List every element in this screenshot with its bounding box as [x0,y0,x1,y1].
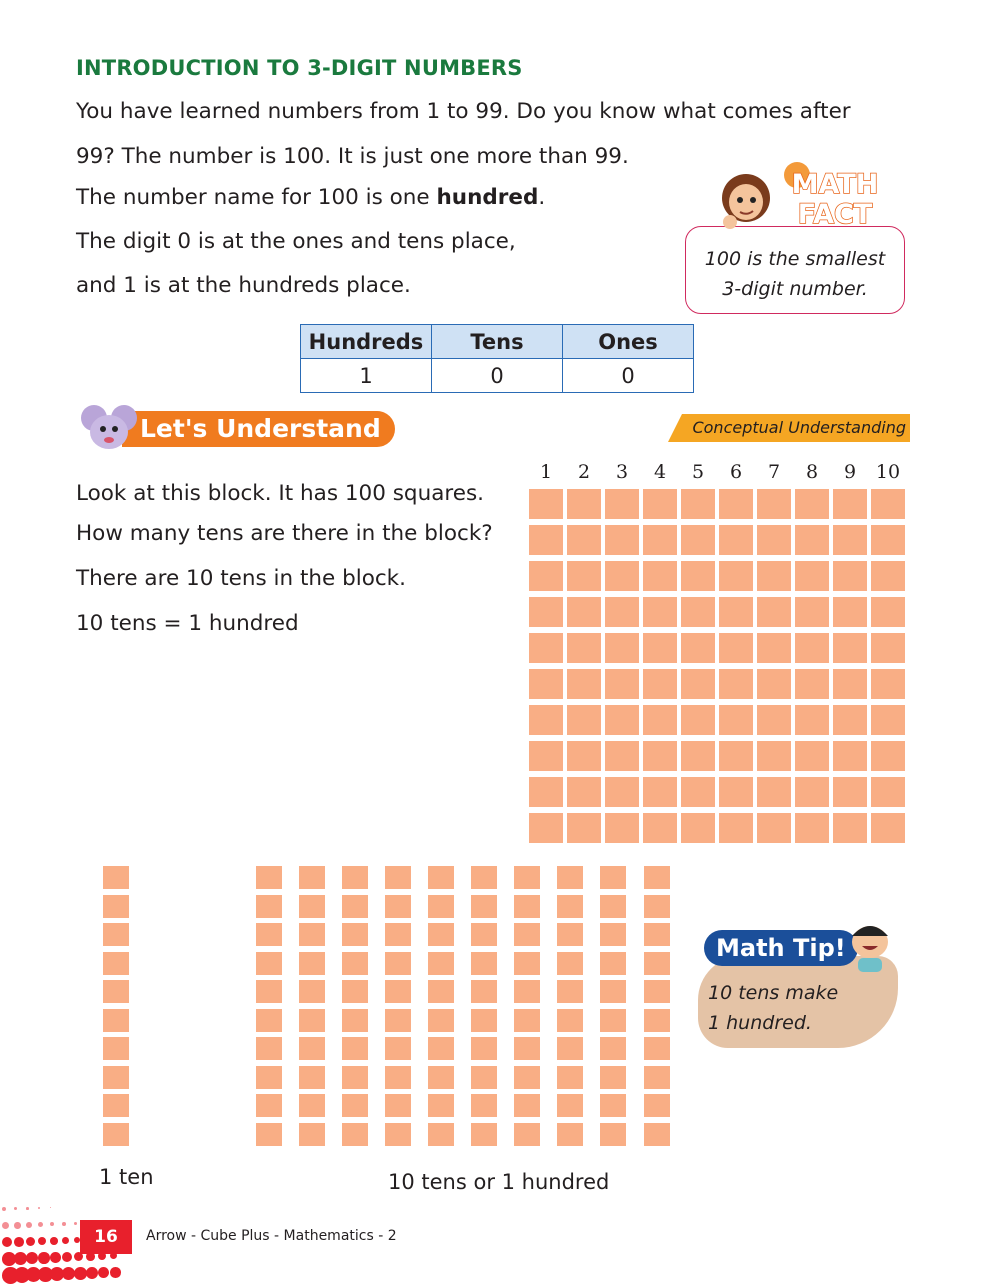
decorative-dot [26,1207,29,1210]
grid-square [529,525,563,555]
grid-square [719,633,753,663]
ten-rod-square [557,980,583,1003]
ten-rod-square [299,895,325,918]
grid-square [833,705,867,735]
decorative-dot [14,1237,24,1247]
decorative-dot [62,1222,66,1226]
grid-square [529,777,563,807]
grid-square [795,669,829,699]
ten-rod-square [514,1009,540,1032]
table-header-ones: Ones [563,325,694,359]
lets-understand-banner: Let's Understand [122,411,395,447]
block-text-line-4: 10 tens = 1 hundred [76,611,299,636]
ten-rod-square [256,866,282,889]
intro-line-2: 99? The number is 100. It is just one more than 99. [76,144,629,169]
ten-rod-square [644,952,670,975]
grid-square [567,633,601,663]
grid-square [833,633,867,663]
decorative-dot [38,1222,43,1227]
grid-square [795,489,829,519]
grid-square [871,705,905,735]
grid-square [529,741,563,771]
ten-rod-square [514,980,540,1003]
single-ten-square [103,923,129,946]
ten-rod-square [644,1094,670,1117]
ten-rod-square [342,1066,368,1089]
ten-rod-square [428,866,454,889]
ten-rod-square [600,952,626,975]
grid-square [795,525,829,555]
single-ten-square [103,1009,129,1032]
ten-rod-square [471,1094,497,1117]
ten-rod-square [256,952,282,975]
ten-rod-square [299,1066,325,1089]
grid-square [871,813,905,843]
ten-rod-square [428,1009,454,1032]
grid-square [757,777,791,807]
grid-square [871,489,905,519]
grid-square [871,525,905,555]
ten-rod-square [256,1123,282,1146]
ten-rod-square [256,1066,282,1089]
single-ten-square [103,895,129,918]
grid-square [757,669,791,699]
ten-rod-square [514,1037,540,1060]
ten-rod-square [471,1123,497,1146]
ten-rod-square [342,952,368,975]
grid-column-label: 8 [805,461,819,483]
grid-square [567,813,601,843]
ten-rod-square [342,895,368,918]
ten-rod-square [299,923,325,946]
grid-square [681,813,715,843]
caption-ten-tens: 10 tens or 1 hundred [388,1170,610,1194]
ten-rod-square [557,1037,583,1060]
ten-rod-square [342,1123,368,1146]
ten-rod-square [557,1066,583,1089]
grid-square [719,705,753,735]
single-ten-square [103,1037,129,1060]
grid-square [605,561,639,591]
ten-rod-square [557,866,583,889]
ten-rod-square [385,895,411,918]
ten-rod-square [385,980,411,1003]
grid-square [643,741,677,771]
grid-square [567,525,601,555]
grid-square [529,633,563,663]
math-fact-title: MATH FACT [791,169,879,230]
grid-square [833,777,867,807]
grid-square [757,741,791,771]
ten-rod-square [428,1066,454,1089]
ten-rod-square [342,1009,368,1032]
grid-square [871,669,905,699]
grid-square [643,561,677,591]
ten-rod-square [385,1009,411,1032]
decorative-dot [2,1207,6,1211]
ten-rod-square [385,1123,411,1146]
ten-rod-square [514,952,540,975]
decorative-dot [38,1252,50,1264]
decorative-dot [26,1252,38,1264]
ten-rod-square [342,866,368,889]
grid-square [719,813,753,843]
grid-square [833,489,867,519]
grid-square [795,813,829,843]
grid-square [833,561,867,591]
grid-square [643,669,677,699]
decorative-dot [38,1207,40,1209]
grid-square [757,525,791,555]
ten-rod-square [256,1037,282,1060]
ten-rod-square [644,895,670,918]
grid-square [529,597,563,627]
ten-rod-square [557,1094,583,1117]
grid-square [795,633,829,663]
thinking-girl-icon [700,160,790,240]
ten-rod-square [514,866,540,889]
table-value-tens: 0 [432,359,563,393]
grid-square [833,741,867,771]
block-text-line-2: How many tens are there in the block? [76,521,493,546]
ten-rod-square [428,895,454,918]
grid-square [643,705,677,735]
decorative-dot [74,1267,87,1280]
ten-rod-square [342,1094,368,1117]
ten-rod-square [514,1066,540,1089]
ten-rod-square [256,895,282,918]
single-ten-square [103,952,129,975]
ten-rod-square [256,1009,282,1032]
ten-rod-square [471,866,497,889]
grid-square [567,741,601,771]
ten-rod-square [600,1037,626,1060]
intro-line-1: You have learned numbers from 1 to 99. Do you know what comes after [76,99,851,124]
grid-square [795,741,829,771]
math-tip-title: Math Tip! [704,930,858,966]
grid-square [833,813,867,843]
decorative-dot [14,1207,17,1210]
grid-square [681,741,715,771]
ten-rod-square [644,1123,670,1146]
decorative-dot [2,1222,9,1229]
grid-column-label: 6 [729,461,743,483]
grid-square [567,705,601,735]
ten-rod-square [471,952,497,975]
grid-square [681,705,715,735]
table-header-hundreds: Hundreds [301,325,432,359]
ten-rod-square [557,952,583,975]
grid-square [605,669,639,699]
grid-square [757,597,791,627]
grid-column-label: 2 [577,461,591,483]
decorative-dot [14,1252,27,1265]
ten-rod-square [385,952,411,975]
ten-rod-square [644,1009,670,1032]
decorative-dot [110,1267,121,1278]
grid-square [757,813,791,843]
ten-rod-square [299,866,325,889]
single-ten-square [103,1094,129,1117]
page-heading: INTRODUCTION TO 3-DIGIT NUMBERS [76,56,523,80]
grid-column-label: 4 [653,461,667,483]
decorative-dot [50,1237,58,1245]
decorative-dot [38,1237,46,1245]
table-value-ones: 0 [563,359,694,393]
grid-square [833,597,867,627]
block-text-line-1: Look at this block. It has 100 squares. [76,481,485,506]
ten-rod-square [514,895,540,918]
ten-rod-square [644,1066,670,1089]
decorative-dot [14,1222,21,1229]
ten-rod-square [600,1094,626,1117]
grid-square [719,525,753,555]
ten-rod-square [644,866,670,889]
ten-rod-square [644,980,670,1003]
grid-square [529,705,563,735]
ten-rod-square [514,1123,540,1146]
grid-square [757,633,791,663]
grid-square [757,489,791,519]
grid-square [605,777,639,807]
grid-column-label: 9 [843,461,857,483]
grid-square [681,489,715,519]
grid-column-label: 5 [691,461,705,483]
grid-square [871,597,905,627]
grid-square [795,561,829,591]
ten-rod-square [256,923,282,946]
grid-square [719,741,753,771]
grid-square [643,813,677,843]
decorative-dot [2,1237,12,1247]
grid-square [605,633,639,663]
decorative-dot [98,1267,109,1278]
decorative-dot [86,1267,98,1279]
ten-rod-square [471,923,497,946]
grid-square [681,777,715,807]
grid-square [605,489,639,519]
grid-square [871,777,905,807]
conceptual-understanding-label: Conceptual Understanding [692,418,906,437]
ten-rod-square [299,1037,325,1060]
ten-rod-square [557,1009,583,1032]
ten-rod-square [557,923,583,946]
grid-square [871,561,905,591]
grid-square [719,777,753,807]
page-number: 16 [80,1220,132,1254]
grid-column-label: 10 [875,461,901,483]
intro-line-3: The number name for 100 is one hundred. [76,185,546,210]
grid-column-label: 1 [539,461,553,483]
table-value-hundreds: 1 [301,359,432,393]
grid-square [833,669,867,699]
single-ten-square [103,1123,129,1146]
grid-square [605,741,639,771]
ten-rod-square [299,1009,325,1032]
ten-rod-square [600,980,626,1003]
grid-square [605,597,639,627]
grid-square [643,489,677,519]
mouse-mascot-icon [78,398,140,456]
grid-square [681,633,715,663]
grid-square [529,669,563,699]
grid-square [719,597,753,627]
grid-square [605,525,639,555]
ten-rod-square [471,1009,497,1032]
ten-rod-square [428,1037,454,1060]
ten-rod-square [600,923,626,946]
ten-rod-square [471,895,497,918]
grid-square [605,813,639,843]
single-ten-square [103,1066,129,1089]
grid-square [833,525,867,555]
grid-square [643,597,677,627]
ten-rod-square [299,952,325,975]
grid-square [719,489,753,519]
grid-column-label: 3 [615,461,629,483]
ten-rod-square [428,1094,454,1117]
math-fact-text: 100 is the smallest 3-digit number. [704,248,886,300]
ten-rod-square [600,1123,626,1146]
ten-rod-square [428,952,454,975]
grid-square [681,561,715,591]
grid-square [605,705,639,735]
block-text-line-3: There are 10 tens in the block. [76,566,406,591]
grid-square [643,633,677,663]
grid-square [795,705,829,735]
ten-rod-square [514,1094,540,1117]
ten-rod-square [471,1066,497,1089]
ten-rod-square [385,866,411,889]
grid-square [567,597,601,627]
math-tip-text: 10 tens make 1 hundred. [708,982,839,1034]
ten-rod-square [600,895,626,918]
laughing-boy-icon [840,916,900,976]
ten-rod-square [557,895,583,918]
single-ten-square [103,866,129,889]
ten-rod-square [644,923,670,946]
caption-one-ten: 1 ten [99,1165,154,1189]
intro-line-4: The digit 0 is at the ones and tens place, [76,229,516,254]
ten-rod-square [600,1009,626,1032]
grid-square [529,813,563,843]
grid-square [567,777,601,807]
decorative-dot [50,1252,61,1263]
intro-line-5: and 1 is at the hundreds place. [76,273,411,298]
book-title: Arrow - Cube Plus - Mathematics - 2 [146,1228,397,1244]
grid-square [795,777,829,807]
ten-rod-square [342,980,368,1003]
grid-column-label: 7 [767,461,781,483]
ten-rod-square [428,923,454,946]
grid-square [757,705,791,735]
place-value-table [300,324,694,393]
table-header-tens: Tens [432,325,563,359]
grid-square [529,561,563,591]
ten-rod-square [600,866,626,889]
grid-square [643,525,677,555]
grid-square [795,597,829,627]
decorative-dot [50,1222,54,1226]
grid-square [681,525,715,555]
ten-rod-square [557,1123,583,1146]
ten-rod-square [428,980,454,1003]
ten-rod-square [299,980,325,1003]
ten-rod-square [385,1066,411,1089]
ten-rod-square [342,923,368,946]
grid-square [567,561,601,591]
ten-rod-square [385,1037,411,1060]
decorative-dot [62,1252,72,1262]
grid-square [681,669,715,699]
decorative-dot [50,1207,51,1208]
ten-rod-square [342,1037,368,1060]
ten-rod-square [514,923,540,946]
grid-square [681,597,715,627]
ten-rod-square [600,1066,626,1089]
grid-square [719,669,753,699]
grid-square [871,741,905,771]
single-ten-square [103,980,129,1003]
decorative-dot [74,1222,77,1225]
grid-square [529,489,563,519]
grid-square [871,633,905,663]
decorative-dot [26,1237,35,1246]
ten-rod-square [256,1094,282,1117]
grid-square [567,669,601,699]
grid-square [567,489,601,519]
grid-square [643,777,677,807]
ten-rod-square [299,1094,325,1117]
decorative-dot [62,1237,69,1244]
ten-rod-square [385,1094,411,1117]
ten-rod-square [256,980,282,1003]
ten-rod-square [299,1123,325,1146]
decorative-dot [26,1222,32,1228]
grid-square [719,561,753,591]
ten-rod-square [385,923,411,946]
ten-rod-square [471,1037,497,1060]
ten-rod-square [644,1037,670,1060]
ten-rod-square [471,980,497,1003]
ten-rod-square [428,1123,454,1146]
grid-square [757,561,791,591]
